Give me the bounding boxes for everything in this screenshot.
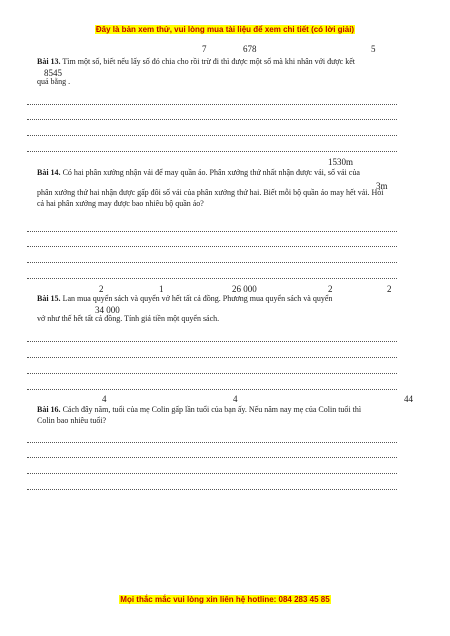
problem-text: Có hai phân xưởng nhận vải để may quần áo. Phân xưởng thứ nhất nhận được vải, số vải của [62,168,360,177]
blank-value: 2 [387,284,392,294]
problem-text: phân xưởng thứ hai nhận được gấp đôi số vải của phân xưởng thứ hai. Biết mỗi bộ quần áo may hết vải. Hỏi [37,188,384,197]
problem-line [37,76,397,87]
blank-value: 26 000 [232,284,257,294]
problem-line [37,167,397,178]
blank-value: 2 [328,284,333,294]
answer-line[interactable] [27,372,397,374]
problem-line [37,404,397,415]
answer-line[interactable] [27,103,397,105]
answer-line[interactable] [27,472,397,474]
blank-value: 44 [404,394,413,404]
answer-line[interactable] [27,388,397,390]
answer-line[interactable] [27,277,397,279]
problem-text: Colin bao nhiêu tuổi? [37,416,107,425]
problem-14 [37,157,397,209]
answer-line[interactable] [27,356,397,358]
problem-line [37,415,397,426]
problem-line [37,56,397,67]
blank-value: 1 [159,284,164,294]
problem-text: Cách đây năm, tuổi của mẹ Colin gấp lần tuổi của bạn ấy. Nếu năm nay mẹ của Colin tuổi thì [62,405,362,414]
answer-line[interactable] [27,488,397,490]
answer-line[interactable] [27,230,397,232]
problem-number: Bài 15. [37,294,61,303]
blank-value: 1530m [328,157,354,167]
blank-value: 7 [202,44,207,54]
problem-number: Bài 14. [37,168,61,177]
preview-banner: Đây là bản xem thử, vui lòng mua tài liệu để xem chi tiết (có lời giải) [95,25,355,34]
blank-value: 678 [243,44,257,54]
answer-line[interactable] [27,150,397,152]
blank-value: 4 [233,394,238,404]
blank-value: 34 000 [95,305,120,315]
blank-value: 8545 [44,68,62,78]
blank-value: 3m [376,181,388,191]
problem-line [37,293,397,304]
problem-text: Tìm một số, biết nếu lấy số đó chia cho rồi trừ đi thì được một số mà khi nhân với được kết [62,57,355,66]
answer-line[interactable] [27,245,397,247]
problem-15 [37,284,397,324]
problem-16 [37,394,413,426]
problem-number: Bài 13. [37,57,61,66]
problem-number: Bài 16. [37,405,61,414]
answer-line[interactable] [27,340,397,342]
problem-text: vở như thế hết tất cả đồng. Tính giá tiền một quyển sách. [37,314,220,323]
problem-text: quả bằng . [37,77,71,86]
problem-line [37,187,397,198]
problem-text: Lan mua quyển sách và quyển vở hết tất cả đồng. Phương mua quyển sách và quyển [62,294,333,303]
answer-line[interactable] [27,261,397,263]
blank-value: 4 [102,394,107,404]
blank-value: 2 [99,284,104,294]
hotline-banner: Mọi thắc mắc vui lòng xin liên hệ hotline: 084 283 45 85 [120,595,330,604]
problem-13 [37,44,397,87]
problem-line [37,198,397,209]
answer-line[interactable] [27,134,397,136]
answer-line[interactable] [27,118,397,120]
problem-line [37,313,397,324]
answer-line[interactable] [27,456,397,458]
blank-value: 5 [371,44,376,54]
answer-line[interactable] [27,441,397,443]
problem-text: cả hai phân xưởng may được bao nhiêu bộ quần áo? [37,199,204,208]
